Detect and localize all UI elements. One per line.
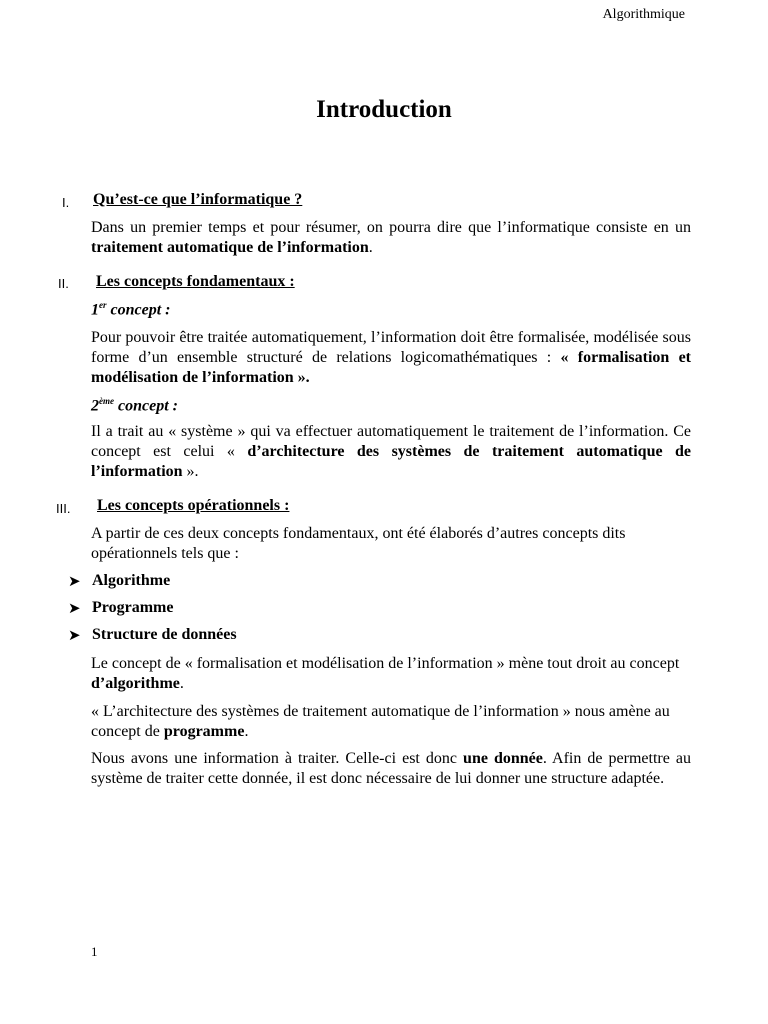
running-header: Algorithmique: [602, 7, 685, 22]
bullet-item-algorithme: Algorithme: [92, 572, 171, 589]
arrowhead-bullet-icon: ➤: [68, 599, 81, 617]
concept-2-heading: 2ème concept :: [91, 396, 178, 415]
arrowhead-bullet-icon: ➤: [68, 626, 81, 644]
section-3-intro: A partir de ces deux concepts fondamentaux, ont été élaborés d’autres concepts dits opérationnels tels que :: [91, 525, 626, 562]
concept-1-heading: 1er concept :: [91, 300, 171, 319]
section-1-number: I.: [62, 195, 70, 210]
concept-2-paragraph: Il a trait au « système » qui va effectuer automatiquement le traitement de l’information. Ce concept est celui « d’architecture des systèmes de traitement automatique de l’information ».: [91, 423, 691, 480]
bullet-item-structure: Structure de données: [92, 626, 237, 643]
section-3-paragraph-1: Le concept de « formalisation et modélisation de l’information » mène tout droit au concept d’algorithme.: [91, 655, 680, 692]
concept-1-paragraph: Pour pouvoir être traitée automatiquement, l’information doit être formalisée, modélisée sous forme d’un ensemble structuré de relations logicomathématiques : « formalisation et modélisation de l’information ».: [91, 329, 691, 386]
section-3-paragraph-2: « L’architecture des systèmes de traitement automatique de l’information » nous amène au concept de programme.: [91, 703, 670, 740]
section-3-number: III.: [56, 501, 71, 516]
section-2-number: II.: [58, 276, 69, 291]
section-3-heading: Les concepts opérationnels :: [97, 497, 290, 514]
bullet-item-programme: Programme: [92, 599, 174, 616]
section-1-heading: Qu’est-ce que l’informatique ?: [93, 191, 303, 208]
arrowhead-bullet-icon: ➤: [68, 572, 81, 590]
page-title: Introduction: [316, 96, 452, 123]
section-3-paragraph-3: Nous avons une information à traiter. Celle-ci est donc une donnée. Afin de permettre au système de traiter cette donnée, il est donc nécessaire de lui donner une structure adaptée.: [91, 750, 691, 787]
section-1-paragraph: Dans un premier temps et pour résumer, on pourra dire que l’informatique consiste en un traitement automatique de l’information.: [91, 219, 691, 256]
page-number: 1: [91, 944, 98, 959]
section-2-heading: Les concepts fondamentaux :: [96, 273, 295, 290]
